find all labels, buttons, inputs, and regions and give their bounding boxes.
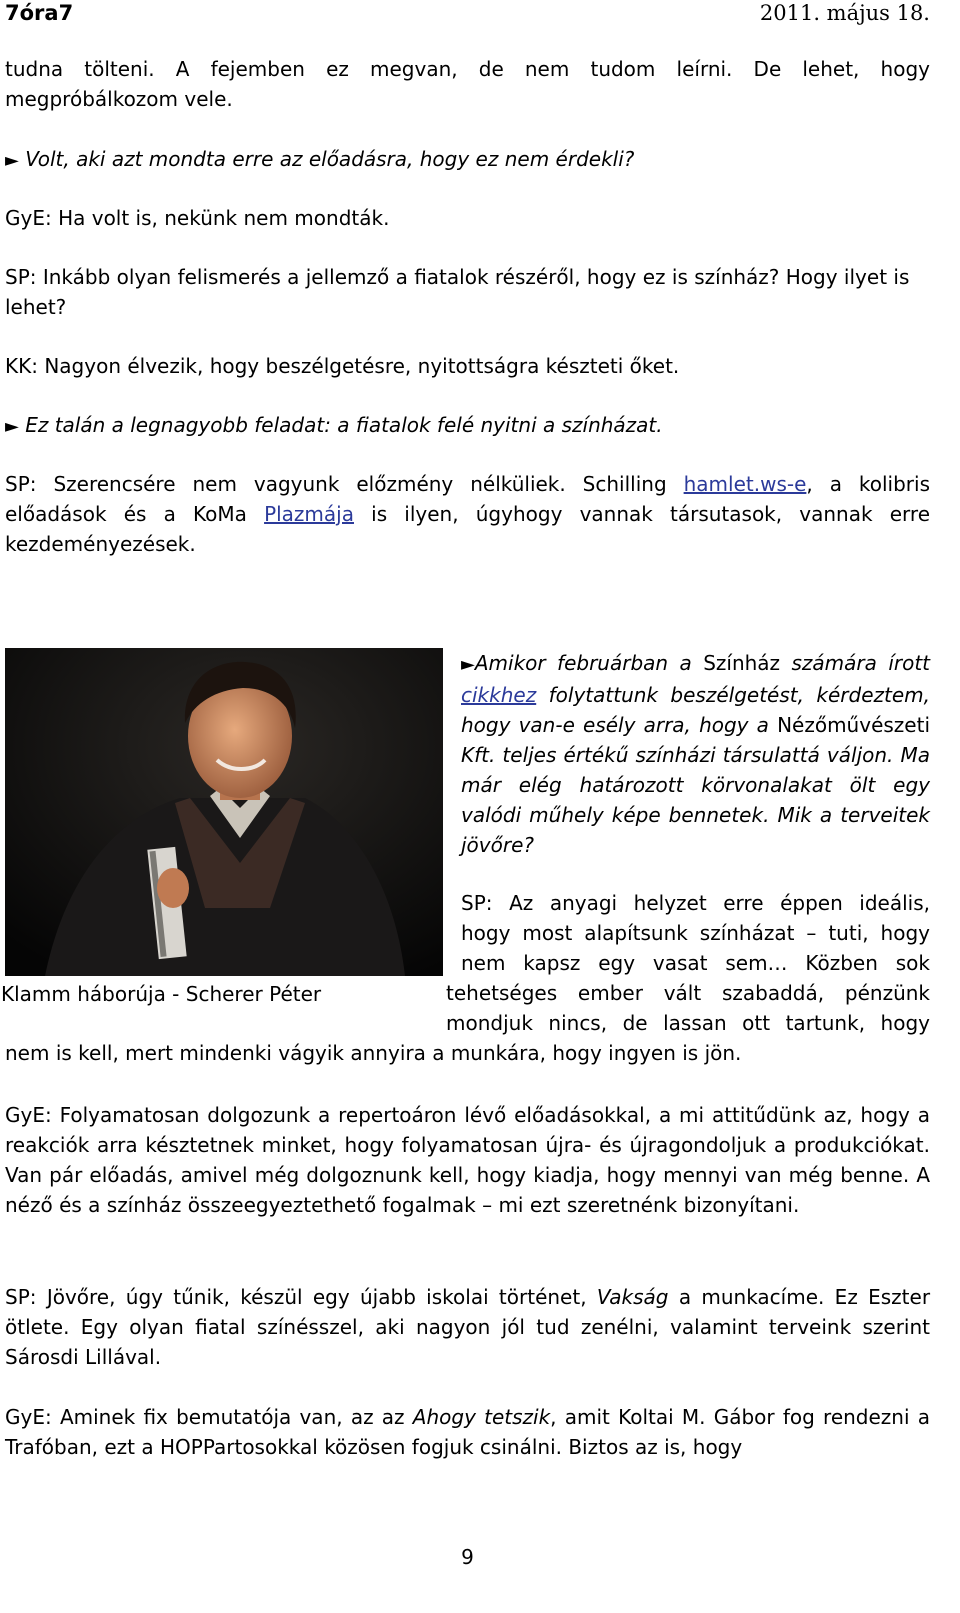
question-paragraph xyxy=(5,410,930,442)
publication-date: 2011. május 18. xyxy=(759,1,930,25)
speaker-label: SP: xyxy=(5,472,37,496)
page-number: 9 xyxy=(461,1545,474,1569)
answer-paragraph: KK: Nagyon élvezik, hogy beszélgetésre, nyitottságra készteti őket. xyxy=(5,354,680,378)
speaker-label: GyE: xyxy=(5,206,52,230)
speaker-label: GyE: xyxy=(5,1103,52,1127)
sp-answer-line: nem is kell, mert mindenki vágyik annyira a munkára, hogy ingyen is jön. xyxy=(5,1041,742,1065)
photo-scherer-peter xyxy=(5,648,443,976)
triangle-marker-icon: ► xyxy=(5,150,19,171)
paragraph-continuation: tudna tölteni. A fejemben ez megvan, de nem tudom leírni. De lehet, hogy megpróbálkozom vele. xyxy=(5,57,930,111)
magazine-name: Színház xyxy=(703,651,781,675)
page-header xyxy=(5,0,930,26)
sidebar-question: ►Amikor februárban a Színház számára írott cikkhez folytattunk beszélgetést, kérdeztem, hogy van-e esély arra, hogy a Nézőművészeti Kft. teljes értékű színházi társulattá váljon. Ma már elég határozott körvonalakat ölt egy valódi műhely képe bennetek. Mik a terveitek jövőre? xyxy=(461,651,931,857)
document-page xyxy=(1,0,931,1613)
speaker-label: KK: xyxy=(5,354,38,378)
speaker-label: SP: xyxy=(461,891,493,915)
sp-answer-line: tehetséges ember vált szabaddá, pénzünk xyxy=(446,981,930,1005)
speaker-label: SP: xyxy=(5,265,37,289)
speaker-label: GyE: xyxy=(5,1405,52,1429)
work-title: Vakság xyxy=(596,1285,669,1309)
answer-paragraph: GyE: Ha volt is, nekünk nem mondták. xyxy=(5,206,390,230)
answer-paragraph: GyE: Folyamatosan dolgozunk a repertoáron lévő előadásokkal, a mi attitűdünk az, hogy a reakciók arra késztetnek minket, hogy folyamatosan újra- és újragondoljuk a produkciókat. Van pár előadás, amivel még dolgoznunk kell, hogy kiadja, hogy mennyi van még benne. A néző és a színház összeegyeztethető fogalmak – mi ezt szeretnénk bizonyítani. xyxy=(5,1103,930,1217)
publication-name: 7óra7 xyxy=(5,1,74,25)
question-paragraph xyxy=(5,144,930,176)
answer-paragraph: GyE: Aminek fix bemutatója van, az az Ahogy tetszik, amit Koltai M. Gábor fog rendezni a Trafóban, ezt a HOPPartosokkal közösen fogjuk csinálni. Biztos az is, hogy xyxy=(5,1405,931,1459)
company-name: Nézőművészeti xyxy=(777,713,930,737)
sp-answer-line: mondjuk nincs, de lassan ott tartunk, hogy xyxy=(446,1011,930,1035)
question-text: Ez talán a legnagyobb feladat: a fiatalok felé nyitni a színházat. xyxy=(25,413,663,437)
speaker-label: SP: xyxy=(5,1285,37,1309)
answer-paragraph: SP: Szerencsére nem vagyunk előzmény nélküliek. Schilling hamlet.ws-e, a kolibris előadások és a KoMa Plazmája is ilyen, úgyhogy vannak társutasok, vannak erre kezdeményezések. xyxy=(5,472,931,556)
plazmaja-link[interactable]: Plazmája xyxy=(264,502,354,526)
sp-answer-line: nem kapsz egy vasat sem… Közben sok xyxy=(461,951,930,975)
triangle-marker-icon: ► xyxy=(5,416,19,437)
cikkhez-link[interactable]: cikkhez xyxy=(461,683,537,707)
hamlet-ws-link[interactable]: hamlet.ws-e xyxy=(683,472,807,496)
sp-answer-line: SP: Az anyagi helyzet erre éppen ideális, xyxy=(461,891,931,915)
actor-portrait-image xyxy=(5,648,443,976)
photo-caption: Klamm háborúja - Scherer Péter xyxy=(1,982,322,1006)
answer-paragraph: SP: Inkább olyan felismerés a jellemző a fiatalok részéről, hogy ez is színház? Hogy ilyet is lehet? xyxy=(5,265,910,319)
work-title: Ahogy tetszik xyxy=(412,1405,551,1429)
answer-paragraph: SP: Jövőre, úgy tűnik, készül egy újabb iskolai történet, Vakság a munkacíme. Ez Eszter ötlete. Egy olyan fiatal színésszel, aki nagyon jól tud zenélni, valamint terveink szerint Sárosdi Lillával. xyxy=(5,1285,931,1369)
triangle-marker-icon: ► xyxy=(461,654,475,675)
question-text: Volt, aki azt mondta erre az előadásra, hogy ez nem érdekli? xyxy=(25,147,635,171)
sp-answer-line: hogy most alapítsunk színházat – tuti, hogy xyxy=(461,921,930,945)
